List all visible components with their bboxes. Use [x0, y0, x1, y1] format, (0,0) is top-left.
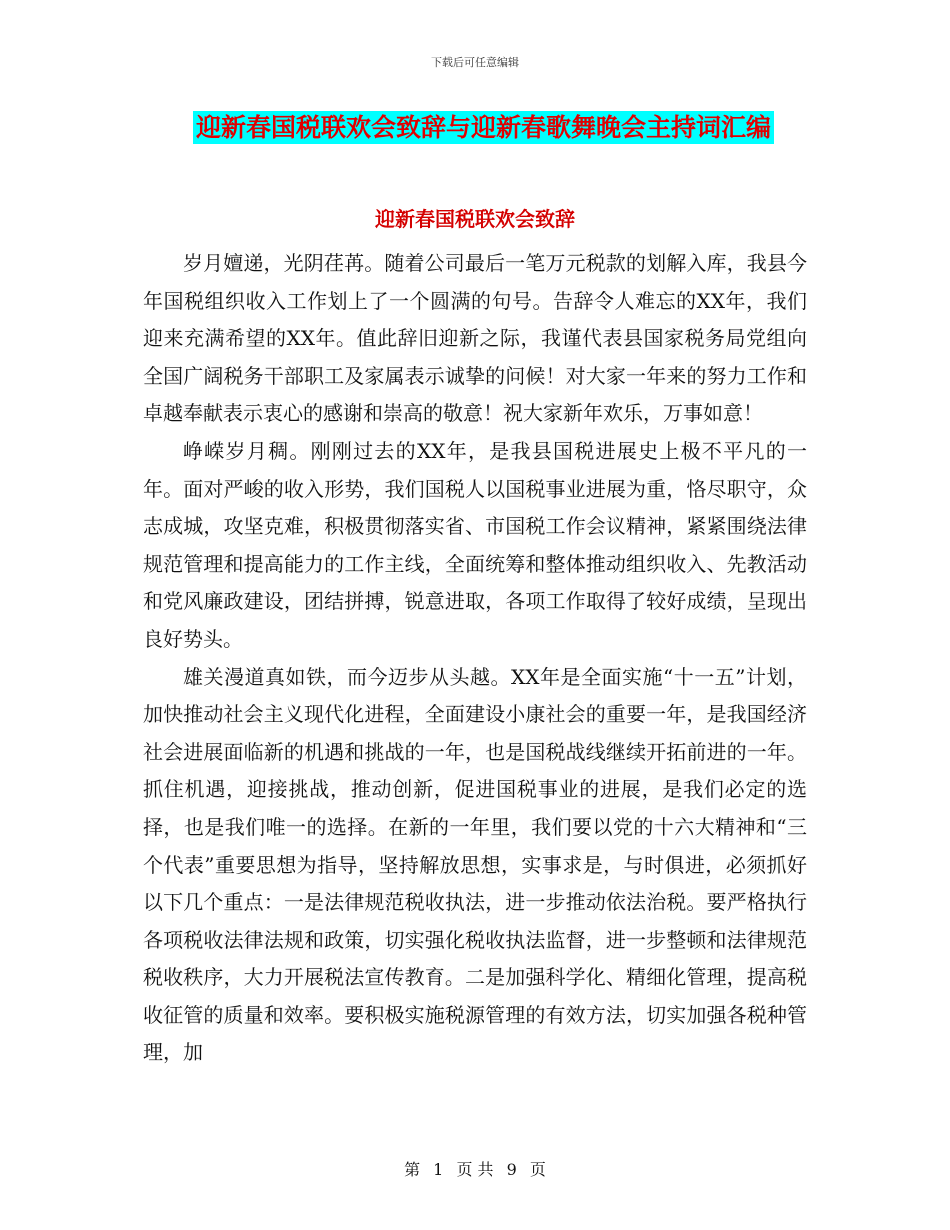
section-title: 迎新春国税联欢会致辞	[375, 207, 575, 231]
paragraph: 雄关漫道真如铁，而今迈步从头越。XX年是全面实施“十一五”计划，加快推动社会主义现代化进程，全面建设小康社会的重要一年，是我国经济社会进展面临新的机遇和挑战的一年，也是国税战线继续开拓前进的一年。抓住机遇，迎接挑战，推动创新，促进国税事业的进展，是我们必定的选择，也是我们唯一的选择。在新的一年里，我们要以党的十六大精神和“三个代表”重要思想为指导，坚持解放思想，实事求是，与时俱进，必须抓好以下几个重点：一是法律规范税收执法，进一步推动依法治税。要严格执行各项税收法律法规和政策，切实强化税收执法监督，进一步整顿和法律规范税收秩序，大力开展税法宣传教育。二是加强科学化、精细化管理，提高税收征管的质量和效率。要积极实施税源管理的有效方法，切实加强各税种管理，加	[143, 664, 807, 1065]
paragraph: 岁月嬗递，光阴荏苒。随着公司最后一笔万元税款的划解入库，我县今年国税组织收入工作划上了一个圆满的句号。告辞令人难忘的XX年，我们迎来充满希望的XX年。值此辞旧迎新之际，我谨代表县国家税务局党组向全国广阔税务干部职工及家属表示诚挚的问候！对大家一年来的努力工作和卓越奉献表示衷心的感谢和崇高的敬意！祝大家新年欢乐，万事如意！	[143, 251, 807, 426]
page-footer	[0, 1157, 950, 1180]
page-number: 1	[433, 1160, 444, 1179]
total-pages: 9	[506, 1160, 517, 1179]
page-header-note: 下载后可任意编辑	[431, 56, 519, 69]
footer-suffix: 页	[529, 1160, 546, 1179]
document-body	[143, 245, 807, 1072]
document-title: 迎新春国税联欢会致辞与迎新春歌舞晚会主持词汇编	[193, 111, 774, 144]
paragraph: 峥嵘岁月稠。刚刚过去的XX年，是我县国税进展史上极不平凡的一年。面对严峻的收入形势，我们国税人以国税事业进展为重，恪尽职守，众志成城，攻坚克难，积极贯彻落实省、市国税工作会议精神，紧紧围绕法律规范管理和提高能力的工作主线，全面统筹和整体推动组织收入、先教活动和党风廉政建设，团结拼搏，锐意进取，各项工作取得了较好成绩，呈现出良好势头。	[143, 438, 807, 651]
footer-mid: 页 共	[456, 1160, 494, 1179]
footer-prefix: 第	[404, 1160, 421, 1179]
